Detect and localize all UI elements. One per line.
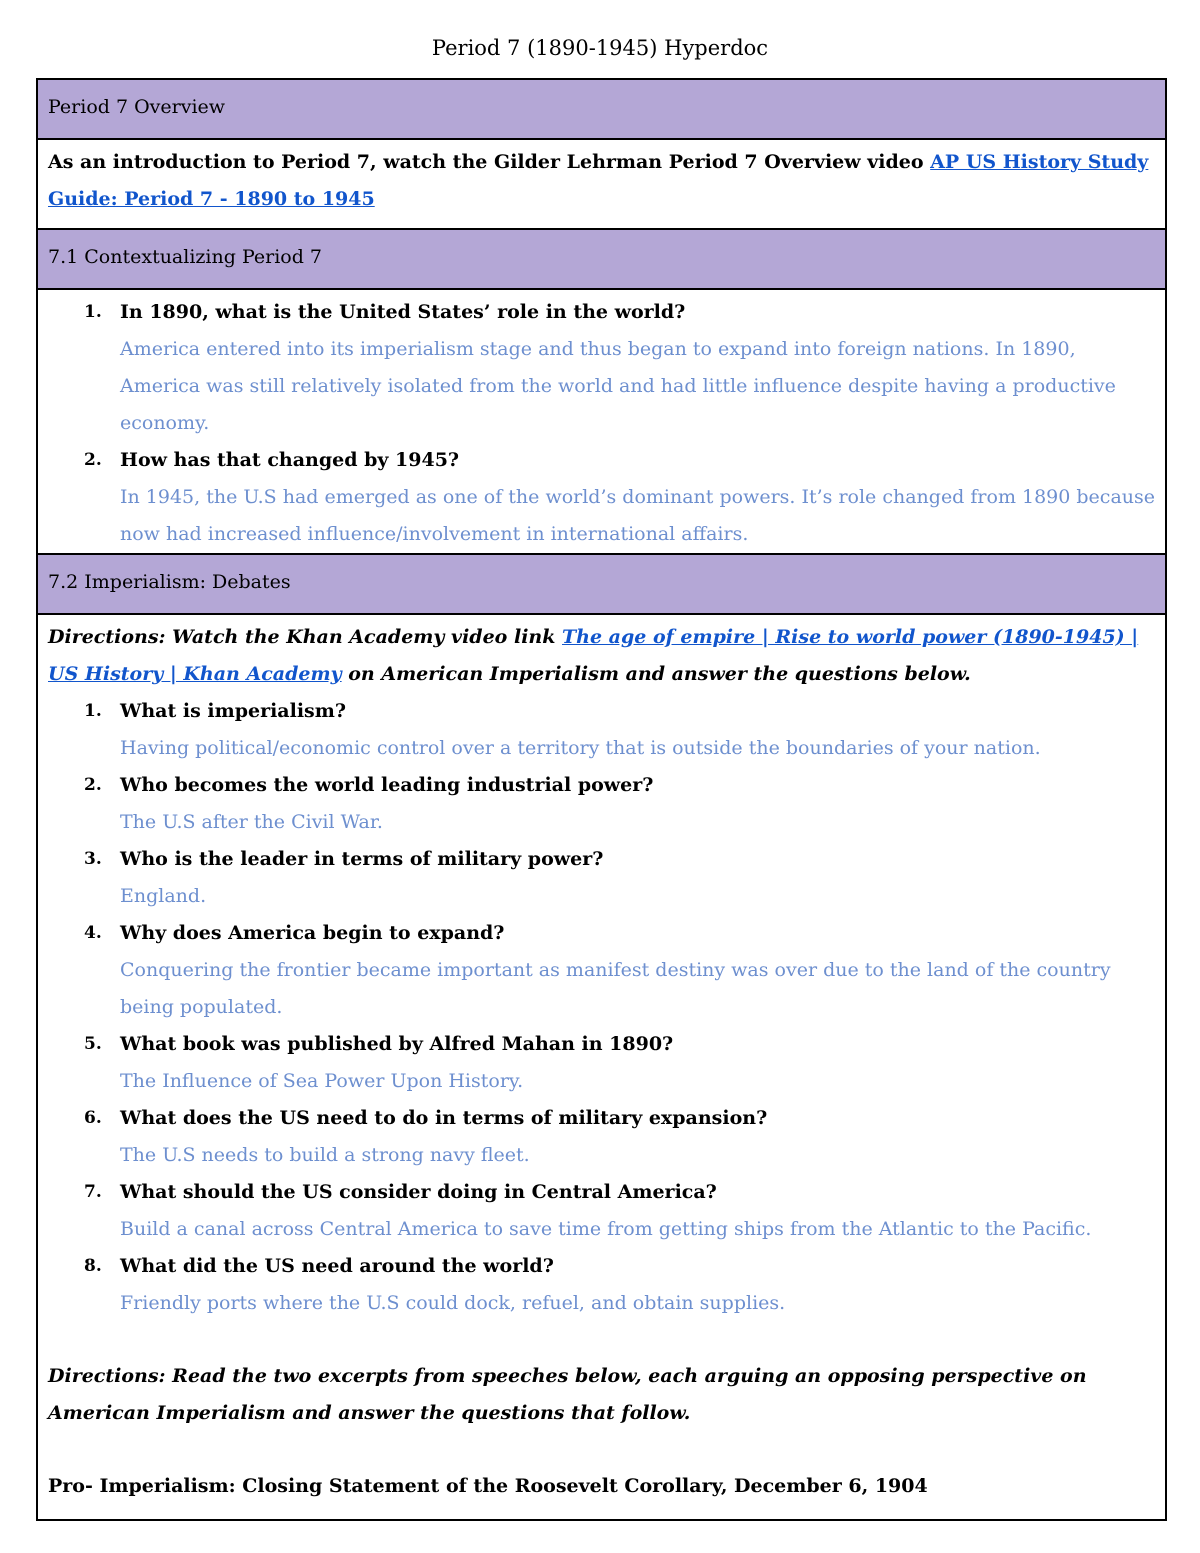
question-text: What does the US need to do in terms of military expansion? — [120, 1107, 768, 1129]
question-text: Who is the leader in terms of military power? — [120, 848, 604, 870]
overview-video-link[interactable]: AP US History Study Guide: Period 7 - 1890 to 1945 — [48, 151, 1149, 210]
answer-text[interactable]: America entered into its imperialism stage and thus began to expand into foreign nations. In 1890, America was still relatively isolated from the world and had little influence despite having a productive economy. — [120, 338, 1116, 434]
list-item — [48, 841, 1155, 915]
question-number: 7. — [84, 1182, 102, 1202]
directions-prefix: Directions: Watch the Khan Academy video link — [48, 626, 563, 648]
directions-video — [48, 619, 1155, 693]
section-72-question-list — [48, 693, 1155, 1322]
pro-imperialism-heading: Pro- Imperialism: Closing Statement of the Roosevelt Corollary, December 6, 1904 — [48, 1475, 928, 1497]
question-number: 4. — [84, 923, 102, 943]
overview-intro-text: As an introduction to Period 7, watch the Gilder Lehrman Period 7 Overview video — [48, 151, 931, 173]
question-text: Who becomes the world leading industrial power? — [120, 774, 654, 796]
answer-text[interactable]: The U.S after the Civil War. — [120, 811, 383, 833]
spacer — [48, 1432, 1155, 1468]
list-item — [48, 1100, 1155, 1174]
answer-text[interactable]: The U.S needs to build a strong navy fleet. — [120, 1144, 530, 1166]
list-item — [48, 1026, 1155, 1100]
khan-academy-video-link[interactable]: The age of empire | Rise to world power (1890-1945) | US History | Khan Academy — [48, 626, 1139, 685]
question-number: 6. — [84, 1108, 102, 1128]
document-title: Period 7 (1890-1945) Hyperdoc — [431, 36, 769, 60]
question-number: 3. — [84, 849, 102, 869]
answer-text[interactable]: Build a canal across Central America to save time from getting ships from the Atlantic to the Pacific. — [120, 1218, 1092, 1240]
overview-intro — [48, 144, 1155, 228]
answer-text[interactable]: Having political/economic control over a territory that is outside the boundaries of your nation. — [120, 737, 1041, 759]
hyperdoc-table — [36, 78, 1167, 1521]
directions-excerpts: Directions: Read the two excerpts from speeches below, each arguing an opposing perspective on American Imperialism and answer the questions that follow. — [48, 1365, 1087, 1424]
question-text: How has that changed by 1945? — [120, 449, 460, 471]
section-71-question-list — [48, 294, 1155, 553]
list-item — [48, 294, 1155, 442]
overview-body — [38, 140, 1165, 230]
question-text: What is imperialism? — [120, 700, 346, 722]
question-number: 5. — [84, 1034, 102, 1054]
list-item — [48, 693, 1155, 767]
question-number: 8. — [84, 1256, 102, 1276]
question-number: 1. — [84, 302, 102, 322]
list-item — [48, 767, 1155, 841]
question-text: What should the US consider doing in Central America? — [120, 1181, 717, 1203]
section-71-heading: 7.1 Contextualizing Period 7 — [38, 230, 1165, 290]
section-71-body — [38, 290, 1165, 555]
list-item — [48, 1174, 1155, 1248]
question-text: What book was published by Alfred Mahan in 1890? — [120, 1033, 674, 1055]
answer-text[interactable]: In 1945, the U.S had emerged as one of the world’s dominant powers. It’s role changed from 1890 because now had increased influence/involvement in international affairs. — [120, 486, 1155, 545]
answer-text[interactable]: Conquering the frontier became important as manifest destiny was over due to the land of the country being populated. — [120, 959, 1111, 1018]
directions-suffix: on American Imperialism and answer the questions below. — [341, 663, 971, 685]
list-item — [48, 442, 1155, 553]
overview-heading: Period 7 Overview — [38, 80, 1165, 140]
question-text: Why does America begin to expand? — [120, 922, 505, 944]
section-72-heading: 7.2 Imperialism: Debates — [38, 555, 1165, 615]
list-item — [48, 1248, 1155, 1322]
question-text: In 1890, what is the United States’ role in the world? — [120, 301, 686, 323]
question-number: 2. — [84, 775, 102, 795]
answer-text[interactable]: England. — [120, 885, 207, 907]
question-number: 1. — [84, 701, 102, 721]
answer-text[interactable]: Friendly ports where the U.S could dock, refuel, and obtain supplies. — [120, 1292, 786, 1314]
question-number: 2. — [84, 450, 102, 470]
spacer — [48, 1322, 1155, 1358]
section-72-body — [38, 615, 1165, 1519]
list-item — [48, 915, 1155, 1026]
question-text: What did the US need around the world? — [120, 1255, 554, 1277]
answer-text[interactable]: The Influence of Sea Power Upon History. — [120, 1070, 524, 1092]
